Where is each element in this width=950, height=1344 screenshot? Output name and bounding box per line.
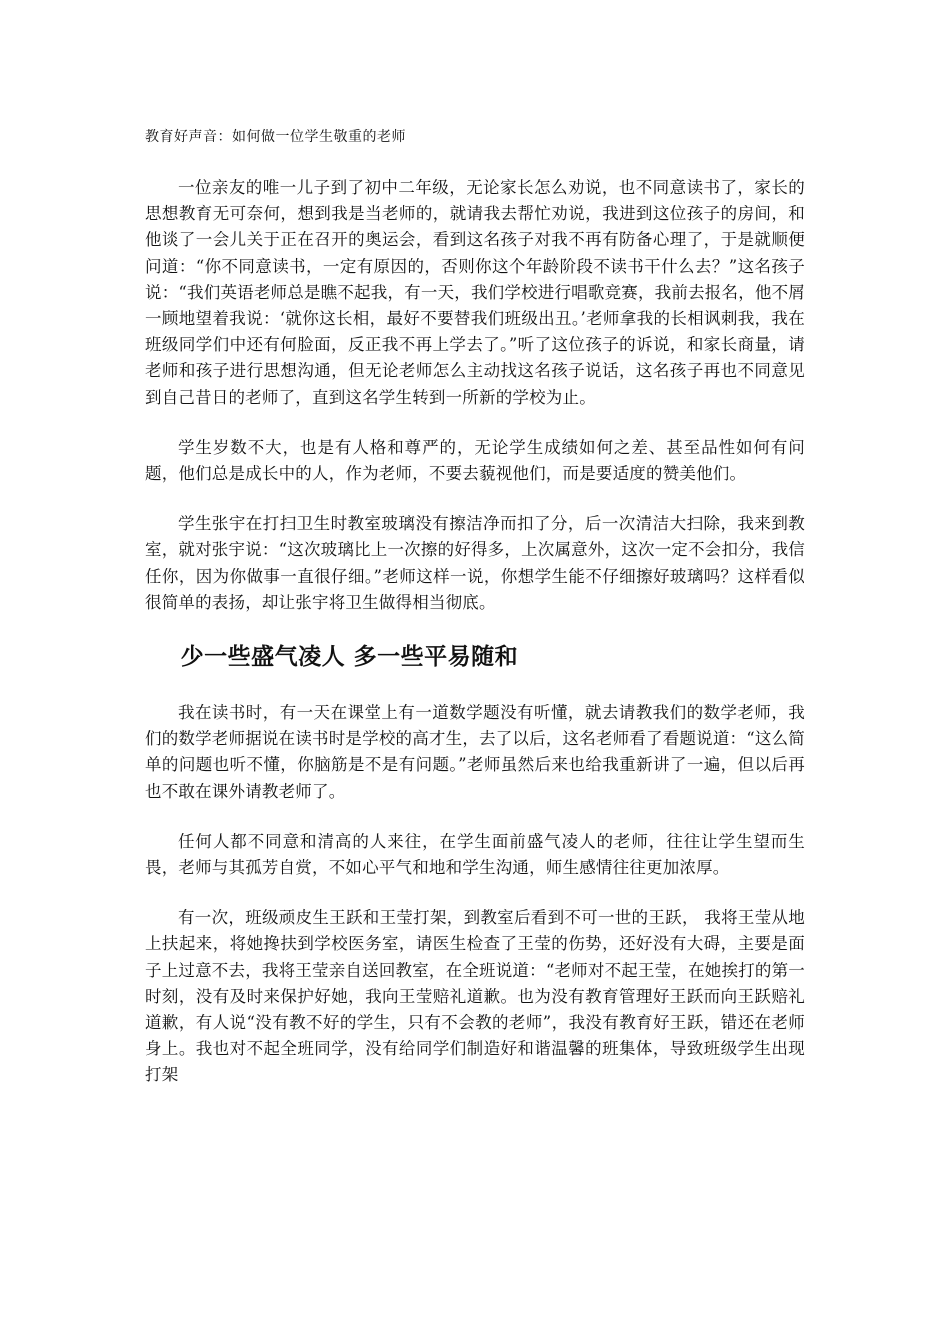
paragraph-6: 有一次，班级顽皮生王跃和王莹打架，到教室后看到不可一世的王跃， 我将王莹从地上扶起来，将她搀扶到学校医务室，请医生检查了王莹的伤势，还好没有大碍，主要是面子上过意不去，我将王莹亲自送回教室，在全班说道：“老师对不起王莹，在她挨打的第一时刻，没有及时来保护好她，我向王莹赔礼道歉。也为没有教育管理好王跃而向王跃赔礼道歉，有人说“没有教不好的学生，只有不会教的老师”，我没有教育好王跃，错还在老师身上。我也对不起全班同学，没有给同学们制造好和谐温馨的班集体，导致班级学生出现打架 — [145, 908, 805, 1085]
document-body — [145, 175, 805, 1113]
paragraph-2: 学生岁数不大，也是有人格和尊严的，无论学生成绩如何之差、甚至品性如何有问题，他们总是成长中的人，作为老师，不要去藐视他们，而是要适度的赞美他们。 — [145, 437, 805, 484]
paragraph-5: 任何人都不同意和清高的人来往，在学生面前盛气凌人的老师，往往让学生望而生畏，老师与其孤芳自赏，不如心平气和地和学生沟通，师生感情往往更加浓厚。 — [145, 831, 805, 878]
paragraph-4: 我在读书时，有一天在课堂上有一道数学题没有听懂，就去请教我们的数学老师，我们的数学老师据说在读书时是学校的高才生，去了以后，这名老师看了看题说道：“这么简单的问题也听不懂，你脑筋是不是有问题。”老师虽然后来也给我重新讲了一遍，但以后再也不敢在课外请教老师了。 — [145, 703, 805, 801]
paragraph-3: 学生张宇在打扫卫生时教室玻璃没有擦洁净而扣了分，后一次清洁大扫除，我来到教室，就对张宇说：“这次玻璃比上一次擦的好得多，上次属意外，这次一定不会扣分，我信任你，因为你做事一直很仔细。”老师这样一说，你想学生能不仔细擦好玻璃吗？这样看似很简单的表扬，却让张宇将卫生做得相当彻底。 — [145, 514, 805, 612]
section-heading: 少一些盛气凌人 多一些平易随和 — [180, 644, 519, 671]
document-title: 教育好声音：如何做一位学生敬重的老师 — [145, 129, 406, 145]
paragraph-1: 一位亲友的唯一儿子到了初中二年级，无论家长怎么劝说，也不同意读书了，家长的思想教育无可奈何，想到我是当老师的，就请我去帮忙劝说，我进到这位孩子的房间，和他谈了一会儿关于正在召开的奥运会，看到这名孩子对我不再有防备心理了，于是就顺便问道：“你不同意读书，一定有原因的，否则你这个年龄阶段不读书干什么去？”这名孩子说：“我们英语老师总是瞧不起我，有一天，我们学校进行唱歌竞赛，我前去报名，他不屑一顾地望着我说：‘就你这长相，最好不要替我们班级出丑。’老师拿我的长相讽刺我，我在班级同学们中还有何脸面，反正我不再上学去了。”听了这位孩子的诉说，和家长商量，请老师和孩子进行思想沟通，但无论老师怎么主动找这名孩子说话，这名孩子再也不同意见到自己昔日的老师了，直到这名学生转到一所新的学校为止。 — [145, 178, 805, 407]
